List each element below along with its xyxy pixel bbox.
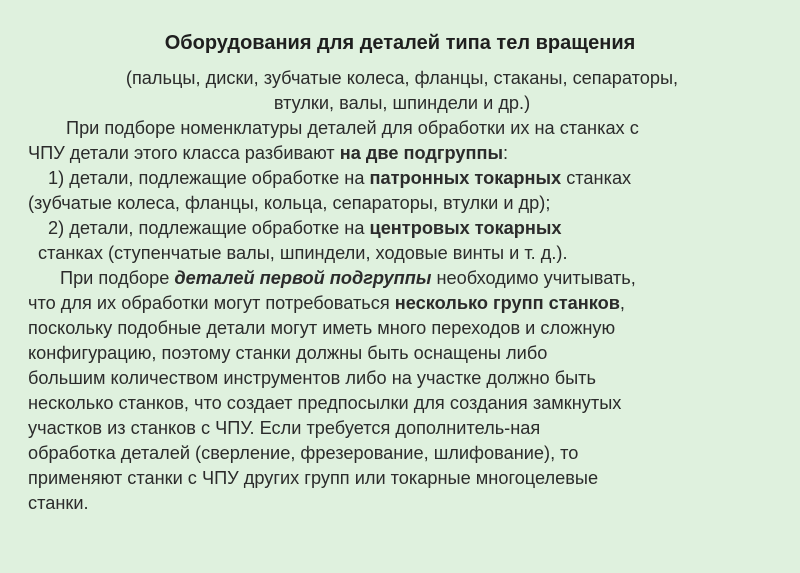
item-1-text-c: станках (561, 168, 632, 188)
item-1-line-1 (28, 166, 776, 191)
first-subgroup-emphasis: деталей первой подгруппы (174, 268, 432, 288)
paragraph-4-line-10: станки. (28, 493, 89, 513)
paragraph-1-text-c: : (502, 143, 509, 163)
subtitle-line-1: (пальцы, диски, зубчатые колеса, фланцы, стаканы, сепараторы, (125, 68, 679, 88)
paragraph-4-line-3: поскольку подобные детали могут иметь много переходов и сложную (28, 318, 616, 338)
item-2-line-1 (28, 216, 776, 241)
paragraph-4-text-a: При подборе (60, 268, 175, 288)
item-2-text-a: 2) детали, подлежащие обработке на (48, 218, 370, 238)
paragraph-4-line-8: обработка деталей (сверление, фрезерование, шлифование), то (28, 443, 579, 463)
paragraph-4-line-5: большим количеством инструментов либо на участке должно быть (28, 368, 596, 388)
item-1-text-a: 1) детали, подлежащие обработке на (48, 168, 370, 188)
paragraph-1-line-2 (28, 141, 776, 166)
paragraph-4-text-c: необходимо учитывать, (431, 268, 636, 288)
paragraph-4-text-d: что для их обработки могут потребоваться (28, 293, 395, 313)
paragraph-4-text-e: , (619, 293, 625, 313)
machine-groups-emphasis: несколько групп станков (394, 293, 620, 313)
two-subgroups-emphasis: на две подгруппы (339, 143, 503, 163)
slide-title: Оборудования для деталей типа тел вращения (164, 32, 636, 54)
item-1-line-2: (зубчатые колеса, фланцы, кольца, сепараторы, втулки и др); (28, 193, 551, 213)
paragraph-4-line-4: конфигурацию, поэтому станки должны быть оснащены либо (28, 343, 548, 363)
paragraph-4-line-7: участков из станков с ЧПУ. Если требуется дополнитель-ная (28, 418, 541, 438)
slide-body (28, 66, 776, 516)
paragraph-1-text: При подборе номенклатуры деталей для обработки их на станках с (66, 118, 639, 138)
paragraph-4-line-1 (28, 266, 776, 291)
paragraph-1-text-a: ЧПУ детали этого класса разбивают (28, 143, 340, 163)
subtitle-line-2: втулки, валы, шпиндели и др.) (273, 93, 531, 113)
paragraph-4-line-2 (28, 291, 776, 316)
paragraph-1-line-1 (28, 116, 776, 141)
chuck-lathes-emphasis: патронных токарных (369, 168, 562, 188)
paragraph-4-line-6: несколько станков, что создает предпосылки для создания замкнутых (28, 393, 622, 413)
center-lathes-emphasis: центровых токарных (369, 218, 562, 238)
paragraph-4-line-9: применяют станки с ЧПУ других групп или токарные многоцелевые (28, 468, 599, 488)
item-2-line-2: станках (ступенчатые валы, шпиндели, ходовые винты и т. д.). (38, 243, 568, 263)
